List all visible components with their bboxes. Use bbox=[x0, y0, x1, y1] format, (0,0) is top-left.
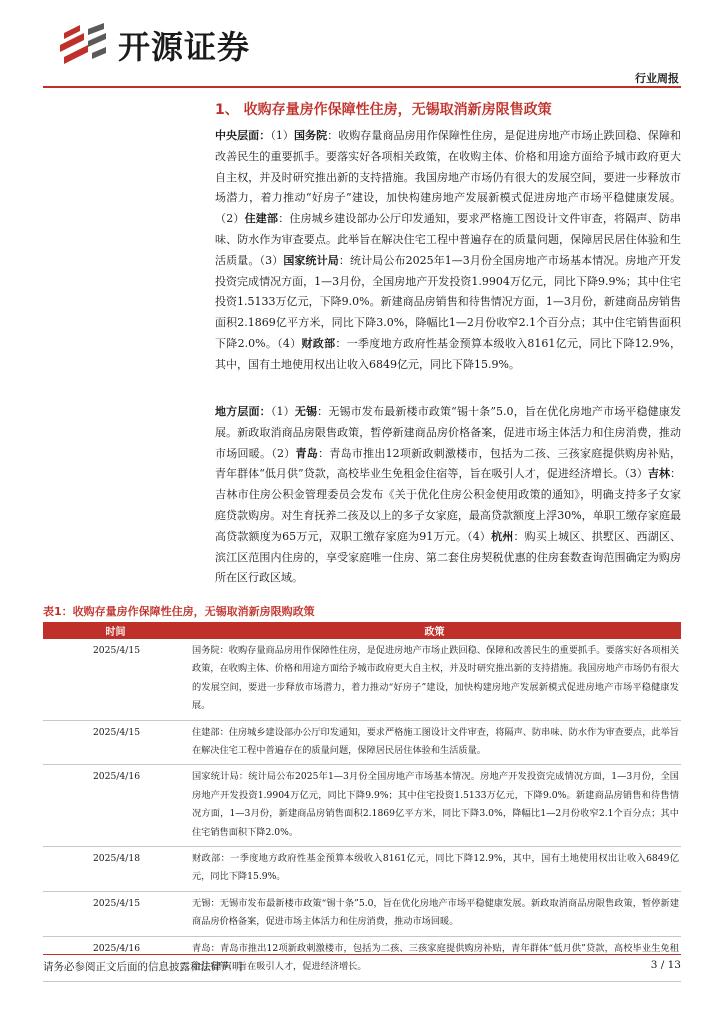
state-council-label: 国务院 bbox=[294, 129, 328, 142]
footer-disclaimer: 请务必参阅正文后面的信息披露和法律声明 bbox=[43, 961, 243, 973]
table-row bbox=[43, 847, 681, 892]
table-title: 表1：收购存量房作保障性住房，无锡取消新房限购政策 bbox=[43, 605, 315, 618]
central-label: 中央层面： bbox=[215, 129, 271, 142]
cell-policy: 国务院：收购存量商品房用作保障性住房，是促进房地产市场止跌回稳、保障和改善民生的重要抓手。要落实好各项相关政策，在收购主体、价格和用途方面给予城市政府更大自主权，并及时研究推出新的支持措施。我国房地产市场仍有很大的发展空间，要进一步释放市场潜力，着力推动“好房子”建设，加快构建房地产发展新模式促进房地产市场平稳健康发展。 bbox=[188, 639, 681, 720]
cell-policy: 无锡：无锡市发布最新楼市政策“锡十条”5.0，旨在优化房地产市场平稳健康发展。新政取消商品房限售政策，暂停新建商品房价格备案，促进市场主体活力和住房消费，推动市场回暖。 bbox=[188, 891, 681, 936]
central-policy-paragraph bbox=[215, 126, 681, 376]
column-header-date: 时间 bbox=[43, 622, 188, 639]
cell-date: 2025/4/16 bbox=[43, 936, 188, 981]
table-row bbox=[43, 639, 681, 720]
cell-date: 2025/4/18 bbox=[43, 847, 188, 892]
qingdao-label: 青岛 bbox=[295, 446, 319, 460]
text-run: ：青岛市推出12项新政刺激楼市，包括为二孩、三孩家庭提供购房补贴，青年群体“低月供”贷款，高校毕业生免租金住宿等，旨在吸引人才，促进经济增长。（3） bbox=[215, 446, 681, 481]
text-run: ：一季度地方政府性基金预算本级收入8161亿元，同比下降12.9%，其中，国有土地使用权出让收入6849亿元，同比下降15.9%。 bbox=[215, 336, 682, 371]
finance-ministry-label: 财政部 bbox=[301, 336, 336, 350]
text-run: ：住房城乡建设部办公厅印发通知，要求严格施工图设计文件审查，将隔声、防串味、防水作为审查要点。此举旨在解决住宅工程中普遍存在的质量问题，保障居民居住体验和生活质量。（3） bbox=[215, 212, 682, 267]
cell-date: 2025/4/15 bbox=[43, 720, 188, 765]
report-type: 行业周报 bbox=[635, 72, 679, 85]
page-header bbox=[0, 0, 724, 70]
local-policy-paragraph bbox=[215, 402, 681, 589]
table-header-row bbox=[43, 622, 681, 639]
header-divider bbox=[43, 86, 681, 88]
jilin-label: 吉林 bbox=[647, 467, 670, 481]
text-run: ：收购存量商品房用作保障性住房，是促进房地产市场止跌回稳、保障和改善民生的重要抓手。要落实好各项相关政策，在收购主体、价格和用途方面给予城市政府更大自主权，并及时研究推出新的支持措施。我国房地产市场仍有很大的发展空间，要进一步释放市场潜力，着力推动“好房子”建设，加快构建房地产发展新模式促进房地产市场平稳健康发展。（2） bbox=[215, 129, 682, 226]
table-row bbox=[43, 720, 681, 765]
logo-icon bbox=[58, 23, 108, 67]
policy-table bbox=[43, 622, 681, 982]
cell-policy: 青岛：青岛市推出12项新政刺激楼市，包括为二孩、三孩家庭提供购房补贴，青年群体“低月供”贷款，高校毕业生免租金住宿等，旨在吸引人才，促进经济增长。 bbox=[188, 936, 681, 981]
cell-date: 2025/4/15 bbox=[43, 891, 188, 936]
text-run: （1） bbox=[270, 129, 294, 142]
text-run: ：无锡市发布最新楼市政策“锡十条”5.0，旨在优化房地产市场平稳健康发展。新政取消商品房限售政策，暂停新建商品房价格备案，促进市场主体活力和住房消费，推动市场回暖。（2） bbox=[215, 405, 682, 460]
housing-ministry-label: 住建部 bbox=[244, 212, 279, 226]
stats-bureau-label: 国家统计局 bbox=[283, 253, 339, 267]
cell-policy: 财政部：一季度地方政府性基金预算本级收入8161亿元，同比下降12.9%，其中，国有土地使用权出让收入6849亿元，同比下降15.9%。 bbox=[188, 847, 681, 892]
table-row bbox=[43, 765, 681, 847]
page-number: 3 / 13 bbox=[650, 959, 681, 971]
cell-date: 2025/4/15 bbox=[43, 639, 188, 720]
text-run: ：吉林市住房公积金管理委员会发布《关于优化住房公积金使用政策的通知》，明确支持多子女家庭贷款购房。对生育抚养二孩及以上的多子女家庭，最高贷款额度上浮30%，单职工缴存家庭最高贷款额度为65万元，双职工缴存家庭为91万元。（4） bbox=[215, 467, 681, 543]
cell-policy: 住建部：住房城乡建设部办公厅印发通知，要求严格施工图设计文件审查，将隔声、防串味、防水作为审查要点，此举旨在解决住宅工程中普遍存在的质量问题，保障居民居住体验和生活质量。 bbox=[188, 720, 681, 765]
text-run: ：统计局公布2025年1—3月份全国房地产市场基本情况。房地产开发投资完成情况方面，1—3月份，全国房地产开发投资1.9904万亿元，同比下降9.9%；其中住宅投资1.5133万亿元，下降9.0%。新建商品房销售和待售情况方面，1—3月份，新建商品房销售面积2.1869亿平方米，同比下降3.0%，降幅比1—2月份收窄2.1个百分点；其中住宅销售面积下降2.0%。（4） bbox=[215, 253, 681, 350]
text-run: （1） bbox=[270, 405, 295, 418]
cell-policy: 国家统计局：统计局公布2025年1—3月份全国房地产市场基本情况。房地产开发投资完成情况方面，1—3月份，全国房地产开发投资1.9904万亿元，同比下降9.9%；其中住宅投资1.5133万亿元，下降9.0%。新建商品房销售和待售情况方面，1—3月份，新建商品房销售面积2.1869亿平方米，同比下降3.0%，降幅比1—2月份收窄2.1个百分点；其中住宅销售面积下降2.0%。 bbox=[188, 765, 681, 847]
table-row bbox=[43, 891, 681, 936]
hangzhou-label: 杭州 bbox=[491, 529, 514, 543]
logo-text: 开源证券 bbox=[118, 28, 251, 66]
column-header-policy: 政策 bbox=[188, 622, 681, 639]
section-title: 1、 收购存量房作保障性住房，无锡取消新房限售政策 bbox=[215, 102, 552, 118]
wuxi-label: 无锡 bbox=[294, 405, 318, 418]
cell-date: 2025/4/16 bbox=[43, 765, 188, 847]
footer-divider bbox=[43, 954, 681, 955]
text-run: ：购买上城区、拱墅区、西湖区、滨江区范围内住房的，享受家庭唯一住房、第二套住房契税优惠的住房套数查询范围确定为购房所在区行政区域。 bbox=[215, 529, 682, 585]
local-label: 地方层面： bbox=[215, 405, 271, 418]
